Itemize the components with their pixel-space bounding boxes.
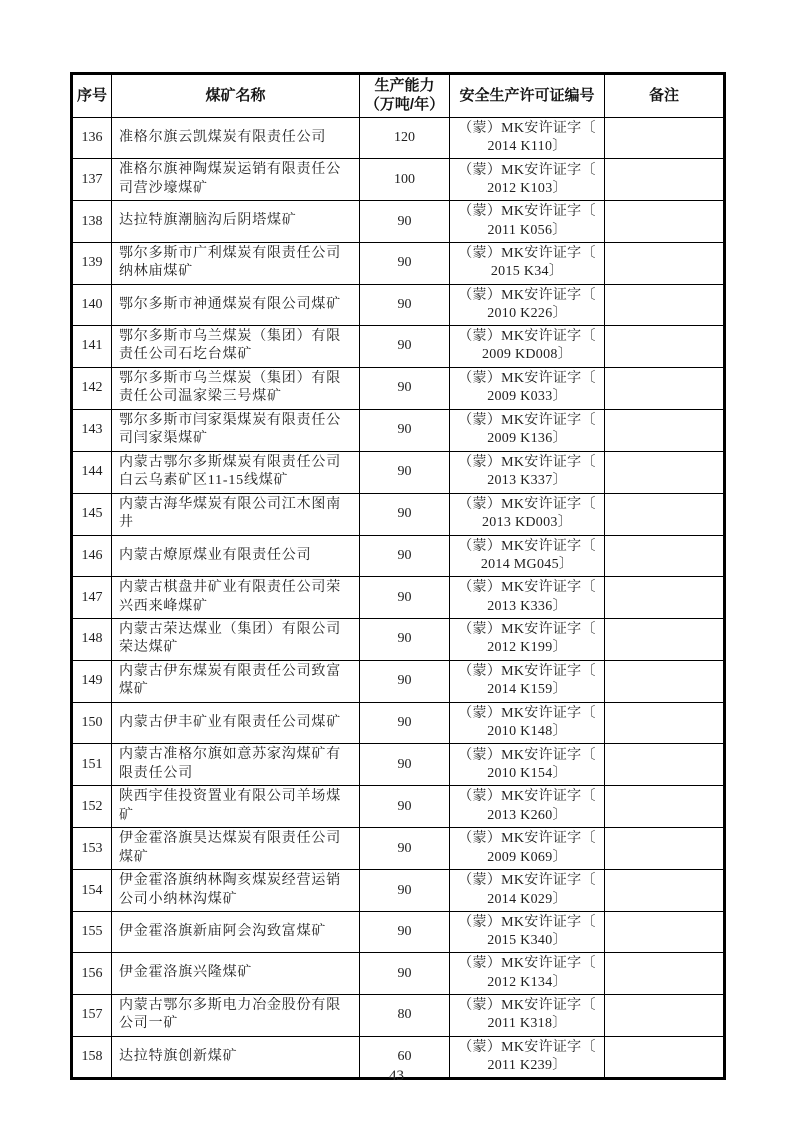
mine-name-cell: 伊金霍洛旗纳林陶亥煤炭经营运销公司小纳林沟煤矿 xyxy=(112,870,360,912)
capacity-cell: 90 xyxy=(360,535,450,576)
page-number: 43 xyxy=(389,1068,404,1084)
serial-number-cell: 147 xyxy=(72,577,112,619)
remark-cell xyxy=(605,577,725,619)
remark-cell xyxy=(605,451,725,493)
license-line1: （蒙）MK安许证字〔 xyxy=(458,622,596,638)
table-row xyxy=(72,242,725,284)
license-number-cell xyxy=(450,912,605,953)
license-number-cell xyxy=(450,409,605,451)
license-line2: 2010 K154〕 xyxy=(487,765,567,781)
license-line1: （蒙）MK安许证字〔 xyxy=(458,705,596,721)
mine-name-cell: 准格尔旗神陶煤炭运销有限责任公司营沙壕煤矿 xyxy=(112,159,360,201)
remark-cell xyxy=(605,367,725,409)
remark-cell xyxy=(605,994,725,1036)
table-row xyxy=(72,870,725,912)
license-line1: （蒙）MK安许证字〔 xyxy=(458,664,596,680)
serial-number-cell: 146 xyxy=(72,535,112,576)
serial-number-cell: 141 xyxy=(72,326,112,368)
capacity-cell: 90 xyxy=(360,744,450,786)
license-number-cell xyxy=(450,367,605,409)
mine-name-cell: 伊金霍洛旗兴隆煤矿 xyxy=(112,953,360,994)
mine-name-cell: 伊金霍洛旗新庙阿会沟致富煤矿 xyxy=(112,912,360,953)
license-number-cell xyxy=(450,994,605,1036)
mine-name-cell: 准格尔旗云凯煤炭有限责任公司 xyxy=(112,118,360,159)
license-line1: （蒙）MK安许证字〔 xyxy=(458,580,596,596)
license-line1: （蒙）MK安许证字〔 xyxy=(458,998,596,1014)
col-header-capacity xyxy=(360,74,450,118)
license-line2: 2014 K110〕 xyxy=(487,139,567,155)
remark-cell xyxy=(605,660,725,702)
capacity-cell: 90 xyxy=(360,201,450,242)
mine-name-cell: 鄂尔多斯市乌兰煤炭（集团）有限责任公司温家梁三号煤矿 xyxy=(112,367,360,409)
header-row xyxy=(72,74,725,118)
license-number-cell xyxy=(450,619,605,661)
license-line2: 2009 K136〕 xyxy=(487,431,567,447)
capacity-cell: 90 xyxy=(360,828,450,870)
capacity-cell: 80 xyxy=(360,994,450,1036)
col-header-license-number: 安全生产许可证编号 xyxy=(450,74,605,118)
coal-mine-table xyxy=(70,72,726,1080)
license-line1: （蒙）MK安许证字〔 xyxy=(458,873,596,889)
license-line1: （蒙）MK安许证字〔 xyxy=(458,204,596,220)
table-body xyxy=(72,118,725,1079)
license-line1: （蒙）MK安许证字〔 xyxy=(458,497,596,513)
capacity-cell: 90 xyxy=(360,493,450,535)
mine-name-cell: 鄂尔多斯市闫家渠煤炭有限责任公司闫家渠煤矿 xyxy=(112,409,360,451)
table-row xyxy=(72,994,725,1036)
table-row xyxy=(72,159,725,201)
license-line1: （蒙）MK安许证字〔 xyxy=(458,162,596,178)
table-row xyxy=(72,451,725,493)
capacity-cell: 100 xyxy=(360,159,450,201)
remark-cell xyxy=(605,786,725,828)
license-line1: （蒙）MK安许证字〔 xyxy=(458,747,596,763)
capacity-cell: 90 xyxy=(360,702,450,743)
license-number-cell xyxy=(450,535,605,576)
license-line2: 2012 K134〕 xyxy=(487,974,567,990)
license-line1: （蒙）MK安许证字〔 xyxy=(458,371,596,387)
capacity-cell: 90 xyxy=(360,242,450,284)
remark-cell xyxy=(605,744,725,786)
license-line1: （蒙）MK安许证字〔 xyxy=(458,329,596,345)
license-line2: 2009 K069〕 xyxy=(487,849,567,865)
license-line1: （蒙）MK安许证字〔 xyxy=(458,538,596,554)
remark-cell xyxy=(605,702,725,743)
table-row xyxy=(72,493,725,535)
capacity-cell: 90 xyxy=(360,367,450,409)
mine-name-cell: 内蒙古伊丰矿业有限责任公司煤矿 xyxy=(112,702,360,743)
mine-name-cell: 内蒙古鄂尔多斯电力冶金股份有限公司一矿 xyxy=(112,994,360,1036)
mine-name-cell: 内蒙古海华煤炭有限公司江木图南井 xyxy=(112,493,360,535)
mine-name-cell: 鄂尔多斯市广利煤炭有限责任公司纳林庙煤矿 xyxy=(112,242,360,284)
license-line1: （蒙）MK安许证字〔 xyxy=(458,1039,596,1055)
license-line2: 2014 K029〕 xyxy=(487,891,567,907)
serial-number-cell: 157 xyxy=(72,994,112,1036)
capacity-cell: 90 xyxy=(360,953,450,994)
table-row xyxy=(72,744,725,786)
table-row xyxy=(72,912,725,953)
license-line2: 2011 K318〕 xyxy=(487,1016,567,1032)
license-line2: 2015 K34〕 xyxy=(490,264,564,280)
serial-number-cell: 158 xyxy=(72,1036,112,1078)
license-line1: （蒙）MK安许证字〔 xyxy=(458,121,596,136)
capacity-cell: 90 xyxy=(360,284,450,325)
license-number-cell xyxy=(450,577,605,619)
remark-cell xyxy=(605,953,725,994)
license-line2: 2010 K148〕 xyxy=(487,724,567,740)
capacity-cell: 120 xyxy=(360,118,450,159)
capacity-cell: 90 xyxy=(360,786,450,828)
license-number-cell xyxy=(450,159,605,201)
mine-name-cell: 达拉特旗潮脑沟后阴塔煤矿 xyxy=(112,201,360,242)
table-row xyxy=(72,619,725,661)
remark-cell xyxy=(605,201,725,242)
mine-name-cell: 鄂尔多斯市乌兰煤炭（集团）有限责任公司石圪台煤矿 xyxy=(112,326,360,368)
license-number-cell xyxy=(450,451,605,493)
table-row xyxy=(72,786,725,828)
table-row xyxy=(72,953,725,994)
license-number-cell xyxy=(450,242,605,284)
capacity-cell: 90 xyxy=(360,577,450,619)
table-row xyxy=(72,577,725,619)
license-number-cell xyxy=(450,660,605,702)
serial-number-cell: 139 xyxy=(72,242,112,284)
serial-number-cell: 145 xyxy=(72,493,112,535)
license-number-cell xyxy=(450,786,605,828)
license-line2: 2009 K033〕 xyxy=(487,389,567,405)
license-line2: 2013 KD003〕 xyxy=(481,515,573,531)
table-row xyxy=(72,201,725,242)
remark-cell xyxy=(605,870,725,912)
mine-name-cell: 伊金霍洛旗昊达煤炭有限责任公司煤矿 xyxy=(112,828,360,870)
license-line2: 2011 K056〕 xyxy=(487,222,567,238)
license-line2: 2012 K103〕 xyxy=(487,180,567,196)
mine-name-cell: 内蒙古荣达煤业（集团）有限公司荣达煤矿 xyxy=(112,619,360,661)
license-line2: 2010 K226〕 xyxy=(487,305,567,321)
capacity-cell: 90 xyxy=(360,326,450,368)
serial-number-cell: 142 xyxy=(72,367,112,409)
license-number-cell xyxy=(450,870,605,912)
mine-name-cell: 陕西宇佳投资置业有限公司羊场煤矿 xyxy=(112,786,360,828)
license-number-cell xyxy=(450,953,605,994)
table-row xyxy=(72,702,725,743)
license-line2: 2011 K239〕 xyxy=(487,1057,567,1073)
table-row xyxy=(72,660,725,702)
table-row xyxy=(72,367,725,409)
mine-name-cell: 内蒙古鄂尔多斯煤炭有限责任公司白云乌素矿区11-15线煤矿 xyxy=(112,451,360,493)
remark-cell xyxy=(605,284,725,325)
license-line2: 2012 K199〕 xyxy=(487,640,567,656)
remark-cell xyxy=(605,159,725,201)
serial-number-cell: 138 xyxy=(72,201,112,242)
license-number-cell xyxy=(450,326,605,368)
capacity-cell: 90 xyxy=(360,660,450,702)
table-row xyxy=(72,284,725,325)
license-line1: （蒙）MK安许证字〔 xyxy=(458,789,596,805)
serial-number-cell: 152 xyxy=(72,786,112,828)
license-number-cell xyxy=(450,201,605,242)
serial-number-cell: 148 xyxy=(72,619,112,661)
serial-number-cell: 154 xyxy=(72,870,112,912)
license-line2: 2009 KD008〕 xyxy=(481,347,573,363)
remark-cell xyxy=(605,409,725,451)
mine-name-cell: 内蒙古准格尔旗如意苏家沟煤矿有限责任公司 xyxy=(112,744,360,786)
mine-name-cell: 内蒙古燎原煤业有限责任公司 xyxy=(112,535,360,576)
capacity-cell: 90 xyxy=(360,619,450,661)
license-line2: 2013 K337〕 xyxy=(487,473,567,489)
mine-name-cell: 鄂尔多斯市神通煤炭有限公司煤矿 xyxy=(112,284,360,325)
license-line1: （蒙）MK安许证字〔 xyxy=(458,245,596,261)
capacity-cell: 60 xyxy=(360,1036,450,1078)
license-number-cell xyxy=(450,493,605,535)
serial-number-cell: 151 xyxy=(72,744,112,786)
remark-cell xyxy=(605,493,725,535)
serial-number-cell: 143 xyxy=(72,409,112,451)
license-line1: （蒙）MK安许证字〔 xyxy=(458,831,596,847)
table-row xyxy=(72,409,725,451)
col-header-remark: 备注 xyxy=(605,74,725,118)
capacity-cell: 90 xyxy=(360,409,450,451)
license-line1: （蒙）MK安许证字〔 xyxy=(458,287,596,303)
capacity-cell: 90 xyxy=(360,451,450,493)
license-number-cell xyxy=(450,118,605,159)
serial-number-cell: 150 xyxy=(72,702,112,743)
serial-number-cell: 156 xyxy=(72,953,112,994)
license-line1: （蒙）MK安许证字〔 xyxy=(458,455,596,471)
col-header-serial-number: 序号 xyxy=(72,74,112,118)
license-number-cell xyxy=(450,284,605,325)
license-number-cell xyxy=(450,744,605,786)
table-row xyxy=(72,535,725,576)
serial-number-cell: 144 xyxy=(72,451,112,493)
license-line2: 2013 K260〕 xyxy=(487,807,567,823)
serial-number-cell: 136 xyxy=(72,118,112,159)
license-line1: （蒙）MK安许证字〔 xyxy=(458,915,596,930)
remark-cell xyxy=(605,242,725,284)
serial-number-cell: 153 xyxy=(72,828,112,870)
remark-cell xyxy=(605,912,725,953)
remark-cell xyxy=(605,828,725,870)
remark-cell xyxy=(605,535,725,576)
serial-number-cell: 155 xyxy=(72,912,112,953)
capacity-header-line2: （万吨/年） xyxy=(364,96,445,113)
remark-cell xyxy=(605,118,725,159)
mine-name-cell: 内蒙古伊东煤炭有限责任公司致富煤矿 xyxy=(112,660,360,702)
serial-number-cell: 149 xyxy=(72,660,112,702)
license-line2: 2013 K336〕 xyxy=(487,598,567,614)
remark-cell xyxy=(605,326,725,368)
license-line2: 2015 K340〕 xyxy=(487,933,567,949)
license-line1: （蒙）MK安许证字〔 xyxy=(458,956,596,972)
serial-number-cell: 140 xyxy=(72,284,112,325)
license-line2: 2014 MG045〕 xyxy=(480,556,574,572)
capacity-header-line1: 生产能力 xyxy=(374,77,435,95)
capacity-cell: 90 xyxy=(360,870,450,912)
license-number-cell xyxy=(450,702,605,743)
license-line1: （蒙）MK安许证字〔 xyxy=(458,413,596,429)
mine-name-cell: 内蒙古棋盘井矿业有限责任公司荣兴西来峰煤矿 xyxy=(112,577,360,619)
mine-name-cell: 达拉特旗创新煤矿 xyxy=(112,1036,360,1078)
table-row xyxy=(72,118,725,159)
col-header-mine-name: 煤矿名称 xyxy=(112,74,360,118)
license-number-cell xyxy=(450,828,605,870)
table-row xyxy=(72,326,725,368)
license-line2: 2014 K159〕 xyxy=(487,682,567,698)
remark-cell xyxy=(605,619,725,661)
capacity-cell: 90 xyxy=(360,912,450,953)
serial-number-cell: 137 xyxy=(72,159,112,201)
table-row xyxy=(72,828,725,870)
